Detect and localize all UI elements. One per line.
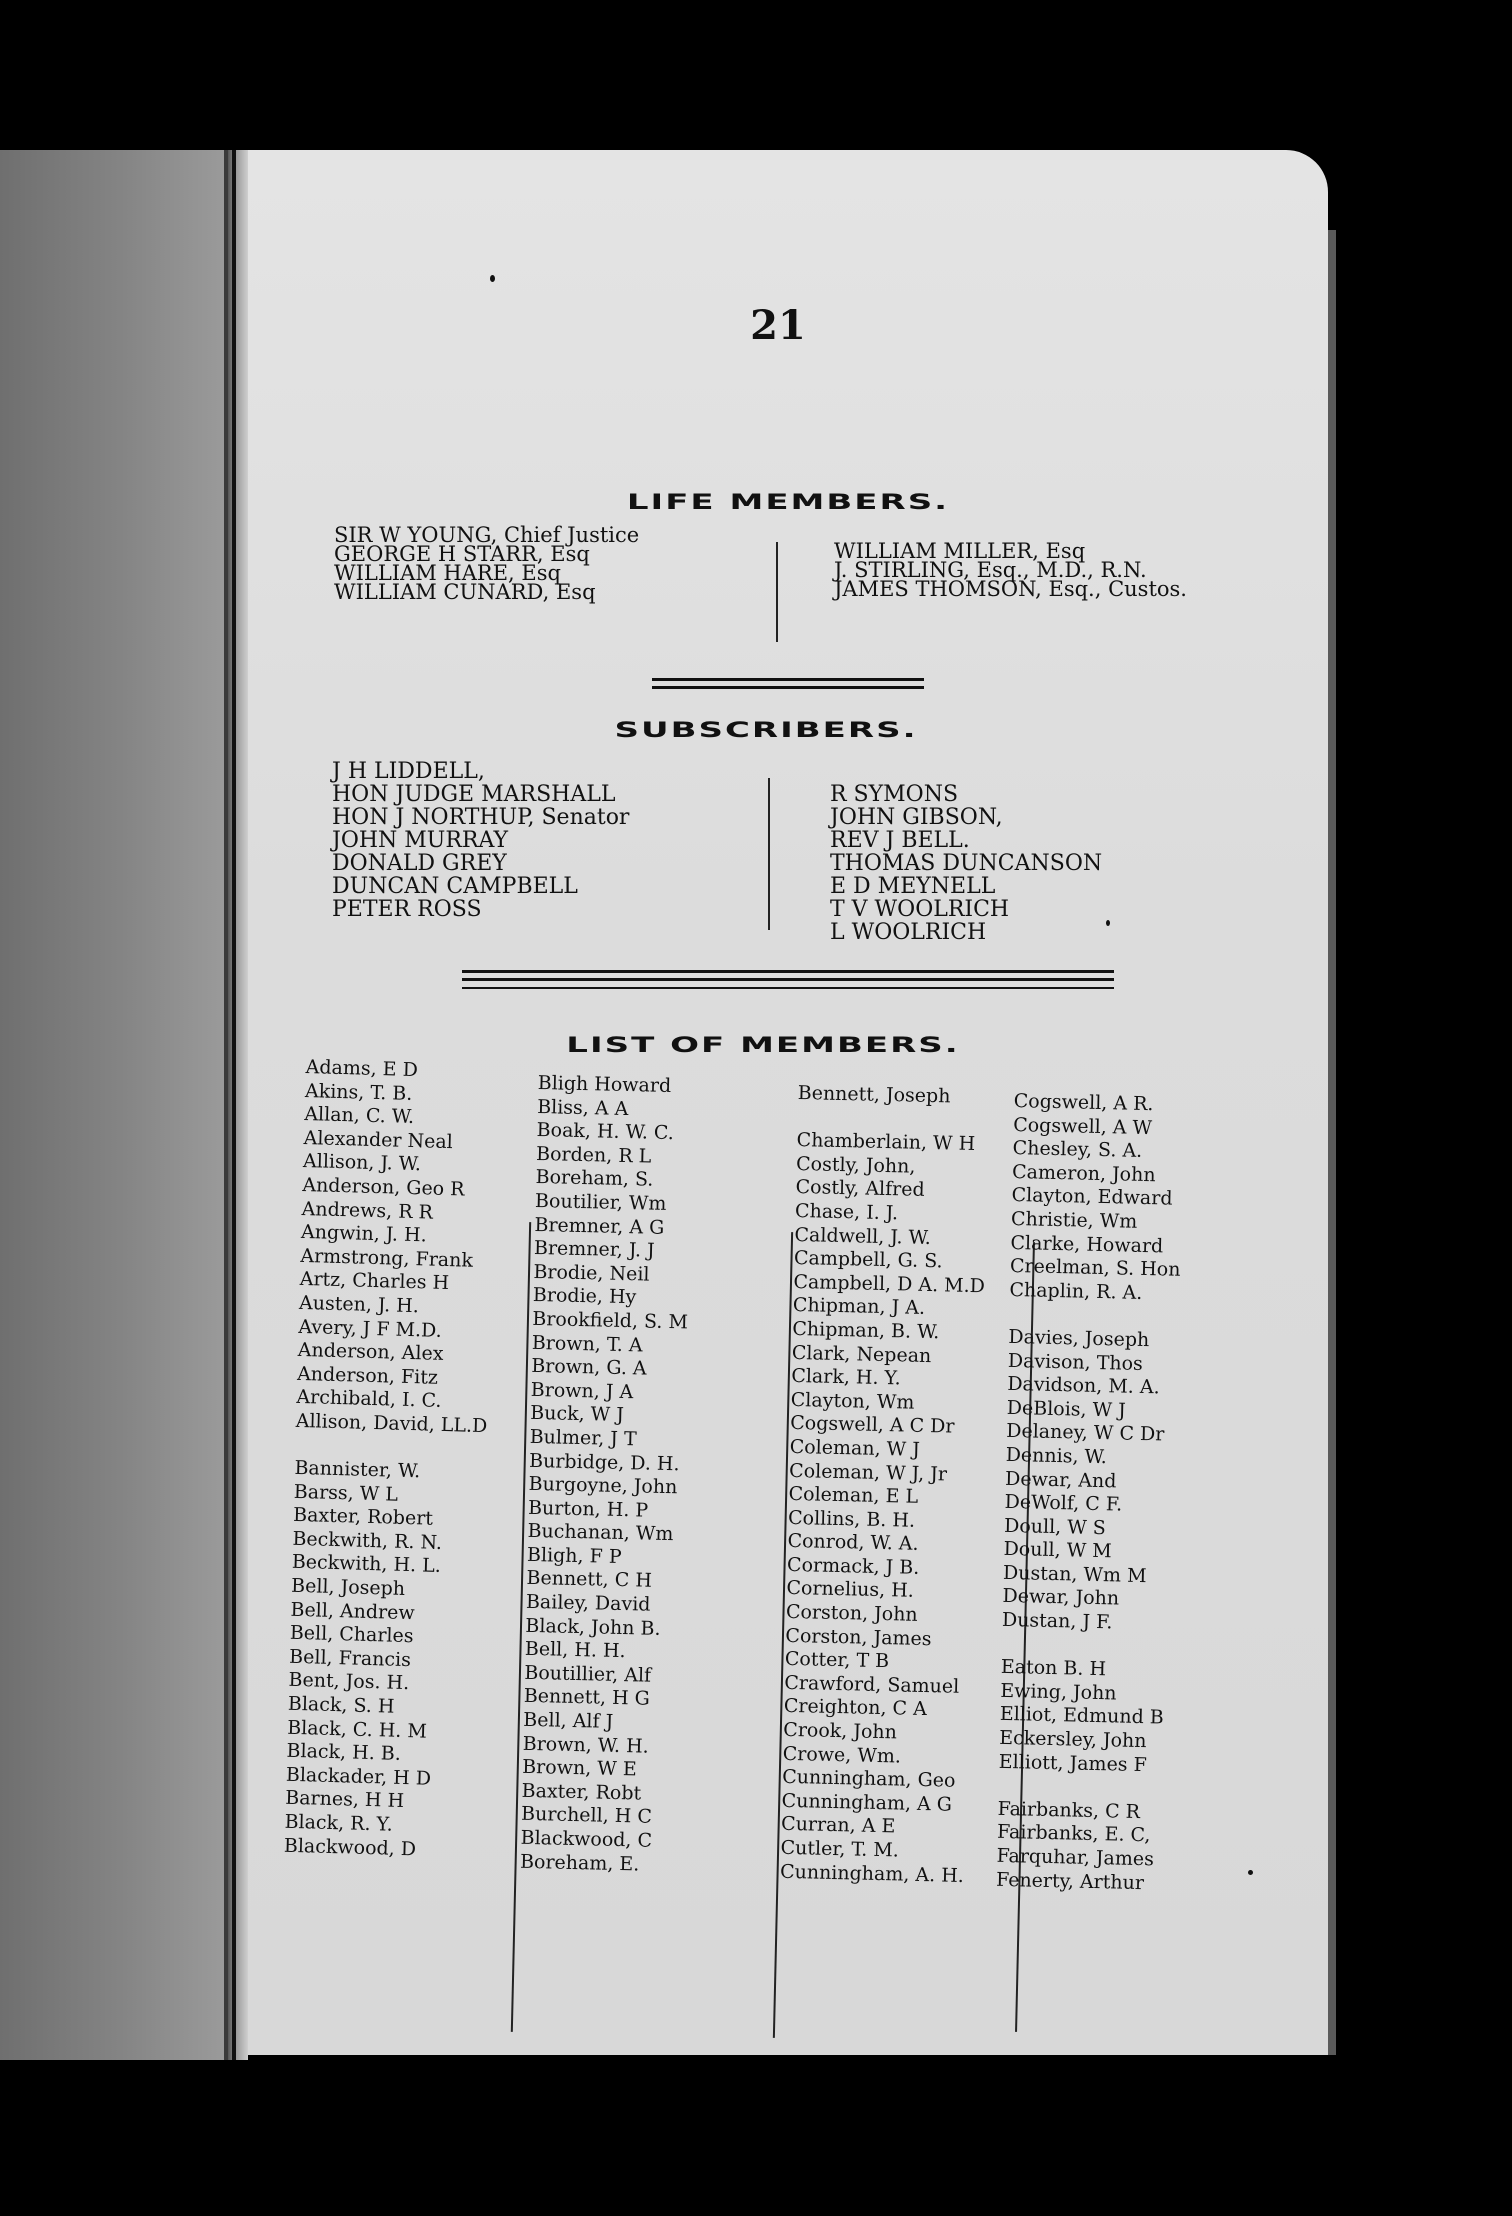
member-name: Boak, H. W. C. — [536, 1119, 675, 1145]
member-name: Bannister, W. — [294, 1456, 421, 1483]
subscriber: JOHN MURRAY — [332, 828, 508, 853]
member-name: Brown, W. H. — [522, 1732, 649, 1758]
subscribers-right-list — [830, 783, 1102, 944]
life-members-left-list — [334, 523, 640, 604]
member-name: Avery, J F M.D. — [298, 1315, 442, 1342]
member-name: Ewing, John — [1000, 1679, 1117, 1705]
page-edge-shadow — [1328, 230, 1336, 2055]
member-name: Barnes, H H — [284, 1787, 405, 1813]
life-members-right-list — [834, 539, 1187, 601]
member-name: Fairbanks, C R — [997, 1797, 1141, 1823]
member-name: Cogswell, A R. — [1013, 1090, 1154, 1116]
members-column-3 — [780, 1082, 990, 1888]
member-name: Caldwell, J. W. — [794, 1223, 932, 1249]
member-name: Coleman, W J, Jr — [788, 1459, 948, 1485]
member-name: Brookfield, S. M — [532, 1307, 689, 1334]
subscriber: DONALD GREY — [332, 851, 507, 876]
member-name: Clayton, Edward — [1011, 1184, 1173, 1210]
member-name: Dewar, And — [1004, 1467, 1117, 1492]
member-name: Andrews, R R — [301, 1197, 434, 1224]
member-name: Davies, Joseph — [1008, 1325, 1150, 1352]
member-name: Conrod, W. A. — [787, 1530, 919, 1556]
member-name: Beckwith, R. N. — [292, 1527, 443, 1554]
member-name: Artz, Charles H — [299, 1268, 450, 1295]
member-name: Cunningham, A G — [781, 1789, 953, 1816]
subscriber: L WOOLRICH — [830, 920, 987, 945]
life-member: GEORGE H STARR, Esq — [334, 542, 590, 566]
spine-gutter-line — [232, 150, 236, 2060]
member-name: Collins, B. H. — [787, 1506, 916, 1532]
member-name: Buck, W J — [530, 1402, 625, 1427]
member-name: Burton, H. P — [527, 1496, 649, 1522]
member-name: Davison, Thos — [1007, 1349, 1144, 1375]
member-name: Chesley, S. A. — [1012, 1137, 1143, 1163]
member-name: Dustan, J F. — [1001, 1608, 1113, 1634]
member-name: Bell, Joseph — [290, 1574, 406, 1601]
adjacent-page — [0, 150, 228, 2060]
ink-speck — [490, 275, 495, 282]
member-name: Black, John B. — [525, 1614, 661, 1640]
member-name: Chase, I. J. — [794, 1199, 899, 1225]
section-rule — [462, 970, 1114, 981]
section-rule-thin — [462, 987, 1114, 989]
member-name: Clayton, Wm — [790, 1388, 915, 1414]
member-name: Crook, John — [783, 1718, 898, 1744]
life-member: WILLIAM CUNARD, Esq — [334, 580, 596, 604]
member-name: Burbidge, D. H. — [528, 1449, 680, 1475]
document-page — [248, 150, 1328, 2055]
life-member: WILLIAM HARE, Esq — [334, 561, 561, 585]
member-name: Creighton, C A — [783, 1695, 928, 1721]
life-member: WILLIAM MILLER, Esq — [834, 539, 1086, 563]
subscriber: REV J BELL. — [830, 828, 970, 853]
member-name: Bell, Alf J — [523, 1708, 614, 1733]
member-name: Cunningham, Geo — [781, 1766, 956, 1792]
member-name: Armstrong, Frank — [300, 1244, 474, 1272]
member-name: DeBlois, W J — [1006, 1396, 1127, 1422]
member-name: Brown, W E — [521, 1756, 637, 1781]
member-name: Boutillier, Alf — [524, 1661, 652, 1687]
member-name: Cornelius, H. — [786, 1577, 915, 1603]
subscribers-heading: SUBSCRIBERS. — [614, 717, 918, 743]
member-name: Austen, J. H. — [298, 1291, 420, 1318]
member-name: Alexander Neal — [303, 1126, 454, 1153]
member-name: Burchell, H C — [520, 1803, 653, 1829]
member-name: Blackwood, C — [520, 1826, 653, 1852]
member-name: Brown, G. A — [531, 1355, 647, 1380]
member-name: Bell, Francis — [288, 1645, 412, 1672]
life-members-divider — [776, 542, 778, 642]
ink-speck — [1106, 920, 1110, 926]
member-name: Anderson, Geo R — [302, 1173, 465, 1201]
member-name: Clarke, Howard — [1010, 1231, 1164, 1257]
member-name: Farquhar, James — [996, 1844, 1155, 1871]
member-name: Curran, A E — [780, 1813, 896, 1838]
member-name: Corston, James — [785, 1624, 932, 1650]
member-name: Angwin, J. H. — [300, 1221, 427, 1247]
subscribers-left-list — [332, 760, 629, 921]
member-name: Brown, J A — [530, 1378, 634, 1403]
member-name: Allan, C. W. — [304, 1103, 415, 1129]
member-name: Chaplin, R. A. — [1009, 1278, 1143, 1304]
member-name: Archibald, I. C. — [296, 1386, 442, 1413]
subscriber: T V WOOLRICH — [830, 897, 1010, 922]
member-name: Bell, Andrew — [290, 1598, 415, 1624]
member-name: Chamberlain, W H — [796, 1129, 976, 1156]
member-name: Cutler, T. M. — [780, 1836, 900, 1862]
member-name: Bailey, David — [525, 1590, 651, 1616]
member-name: Boutilier, Wm — [534, 1189, 667, 1215]
member-name: Doull, W M — [1003, 1538, 1112, 1563]
member-name: Davidson, M. A. — [1007, 1373, 1160, 1399]
member-name: Brodie, Neil — [533, 1260, 650, 1286]
member-name: Elliot, Edmund B — [999, 1703, 1164, 1729]
subscriber: HON J NORTHUP, Senator — [332, 805, 630, 830]
member-name: Bell, H. H. — [524, 1638, 626, 1663]
list-of-members-heading: LIST OF MEMBERS. — [566, 1032, 960, 1058]
member-name: Clark, Nepean — [791, 1341, 932, 1367]
member-name: Chipman, J A. — [792, 1294, 926, 1320]
member-name: Dustan, Wm M — [1002, 1561, 1147, 1588]
members-column-4 — [996, 1090, 1185, 1896]
member-name: Bulmer, J T — [529, 1425, 637, 1451]
subscriber: DUNCAN CAMPBELL — [332, 874, 578, 899]
member-name: Bennett, H G — [523, 1685, 651, 1711]
member-name: Cogswell, A W — [1012, 1113, 1153, 1139]
member-name: DeWolf, C F. — [1004, 1490, 1123, 1516]
ink-speck — [1248, 1870, 1253, 1875]
member-name: Elliott, James F — [998, 1750, 1148, 1776]
member-name: Cunningham, A. H. — [779, 1860, 965, 1887]
member-name: Coleman, W J — [789, 1435, 921, 1461]
subscriber: PETER ROSS — [332, 897, 482, 922]
member-name: Cormack, J B. — [786, 1553, 920, 1579]
member-name: Cameron, John — [1011, 1160, 1156, 1187]
member-name: Costly, Alfred — [795, 1176, 925, 1202]
member-name: Clark, H. Y. — [791, 1365, 901, 1390]
member-name: Burgoyne, John — [528, 1472, 678, 1499]
member-name: Bremner, J. J — [533, 1237, 655, 1262]
member-name: Campbell, G. S. — [793, 1247, 943, 1273]
member-name: Eckersley, John — [999, 1726, 1147, 1753]
member-name: Fenerty, Arthur — [995, 1868, 1145, 1894]
member-name: Coleman, E L — [788, 1482, 919, 1508]
member-name: Fairbanks, E. C, — [996, 1821, 1151, 1847]
member-name: Boreham, E. — [519, 1850, 640, 1876]
subscriber: R SYMONS — [830, 782, 959, 807]
member-name: Creelman, S. Hon — [1009, 1255, 1181, 1281]
member-name: Bremner, A G — [534, 1213, 665, 1239]
member-name: Chipman, B. W. — [792, 1317, 940, 1344]
member-name: Dewar, John — [1002, 1585, 1120, 1610]
member-name: Baxter, Robert — [292, 1504, 434, 1531]
member-name: Christie, Wm — [1010, 1207, 1138, 1233]
life-member: J. STIRLING, Esq., M.D., R.N. — [834, 558, 1147, 582]
member-name: Costly, John, — [795, 1152, 916, 1178]
member-name: Blackwood, D — [283, 1834, 417, 1860]
member-name: Bent, Jos. H. — [288, 1669, 410, 1695]
member-name: Brodie, Hy — [532, 1284, 637, 1309]
subscribers-divider — [768, 778, 770, 930]
member-name: Blackader, H D — [285, 1763, 432, 1790]
member-name: Buchanan, Wm — [527, 1520, 674, 1546]
member-name: Adams, E D — [305, 1056, 419, 1082]
member-name: Delaney, W C Dr — [1006, 1420, 1165, 1446]
member-name: Black, C. H. M — [286, 1716, 428, 1743]
member-name: Anderson, Alex — [297, 1339, 444, 1366]
life-member: SIR W YOUNG, Chief Justice — [334, 523, 640, 547]
subscriber: E D MEYNELL — [830, 874, 996, 899]
member-name: Campbell, D A. M.D — [793, 1270, 986, 1298]
member-name: Baxter, Robt — [521, 1779, 642, 1805]
member-name: Bennett, C H — [526, 1567, 653, 1593]
book-spine — [228, 150, 248, 2060]
subscriber: JOHN GIBSON, — [830, 805, 1003, 830]
member-name: Black, S. H — [287, 1692, 395, 1718]
member-name: Bell, Charles — [289, 1622, 414, 1648]
member-name: Barss, W L — [293, 1480, 399, 1506]
member-name: Dennis, W. — [1005, 1443, 1108, 1469]
member-name: Brown, T. A — [531, 1331, 643, 1356]
section-rule — [652, 678, 924, 689]
life-member: JAMES THOMSON, Esq., Custos. — [834, 577, 1187, 601]
member-name: Bennett, Joseph — [797, 1082, 951, 1108]
member-name: Eaton B. H — [1000, 1656, 1107, 1681]
member-name: Doull, W S — [1003, 1514, 1107, 1539]
member-name: Crawford, Samuel — [784, 1671, 960, 1698]
member-name: Anderson, Fitz — [296, 1362, 439, 1389]
member-name: Allison, J. W. — [302, 1150, 422, 1176]
subscriber: J H LIDDELL, — [332, 759, 485, 784]
page-number: 21 — [750, 302, 806, 349]
member-name: Cotter, T B — [784, 1648, 890, 1673]
member-name: Borden, R L — [535, 1142, 652, 1168]
members-column-2 — [520, 1072, 694, 1878]
member-name: Bliss, A A — [536, 1095, 629, 1120]
member-name: Akins, T. B. — [304, 1079, 413, 1105]
member-name: Cogswell, A C Dr — [790, 1412, 955, 1438]
member-name: Beckwith, H. L. — [291, 1551, 442, 1578]
member-name: Bligh, F P — [526, 1543, 622, 1568]
member-name: Corston, John — [785, 1600, 918, 1626]
life-members-heading: LIFE MEMBERS. — [626, 489, 950, 515]
member-name: Bligh Howard — [537, 1072, 672, 1098]
member-name: Boreham, S. — [535, 1166, 654, 1192]
subscriber: THOMAS DUNCANSON — [830, 851, 1103, 876]
member-name: Allison, David, LL.D — [295, 1409, 488, 1438]
member-name: Black, R. Y. — [284, 1810, 394, 1836]
member-name: Black, H. B. — [286, 1739, 402, 1766]
members-column-1 — [284, 1056, 498, 1863]
subscriber: HON JUDGE MARSHALL — [332, 782, 616, 807]
member-name: Crowe, Wm. — [782, 1742, 902, 1768]
